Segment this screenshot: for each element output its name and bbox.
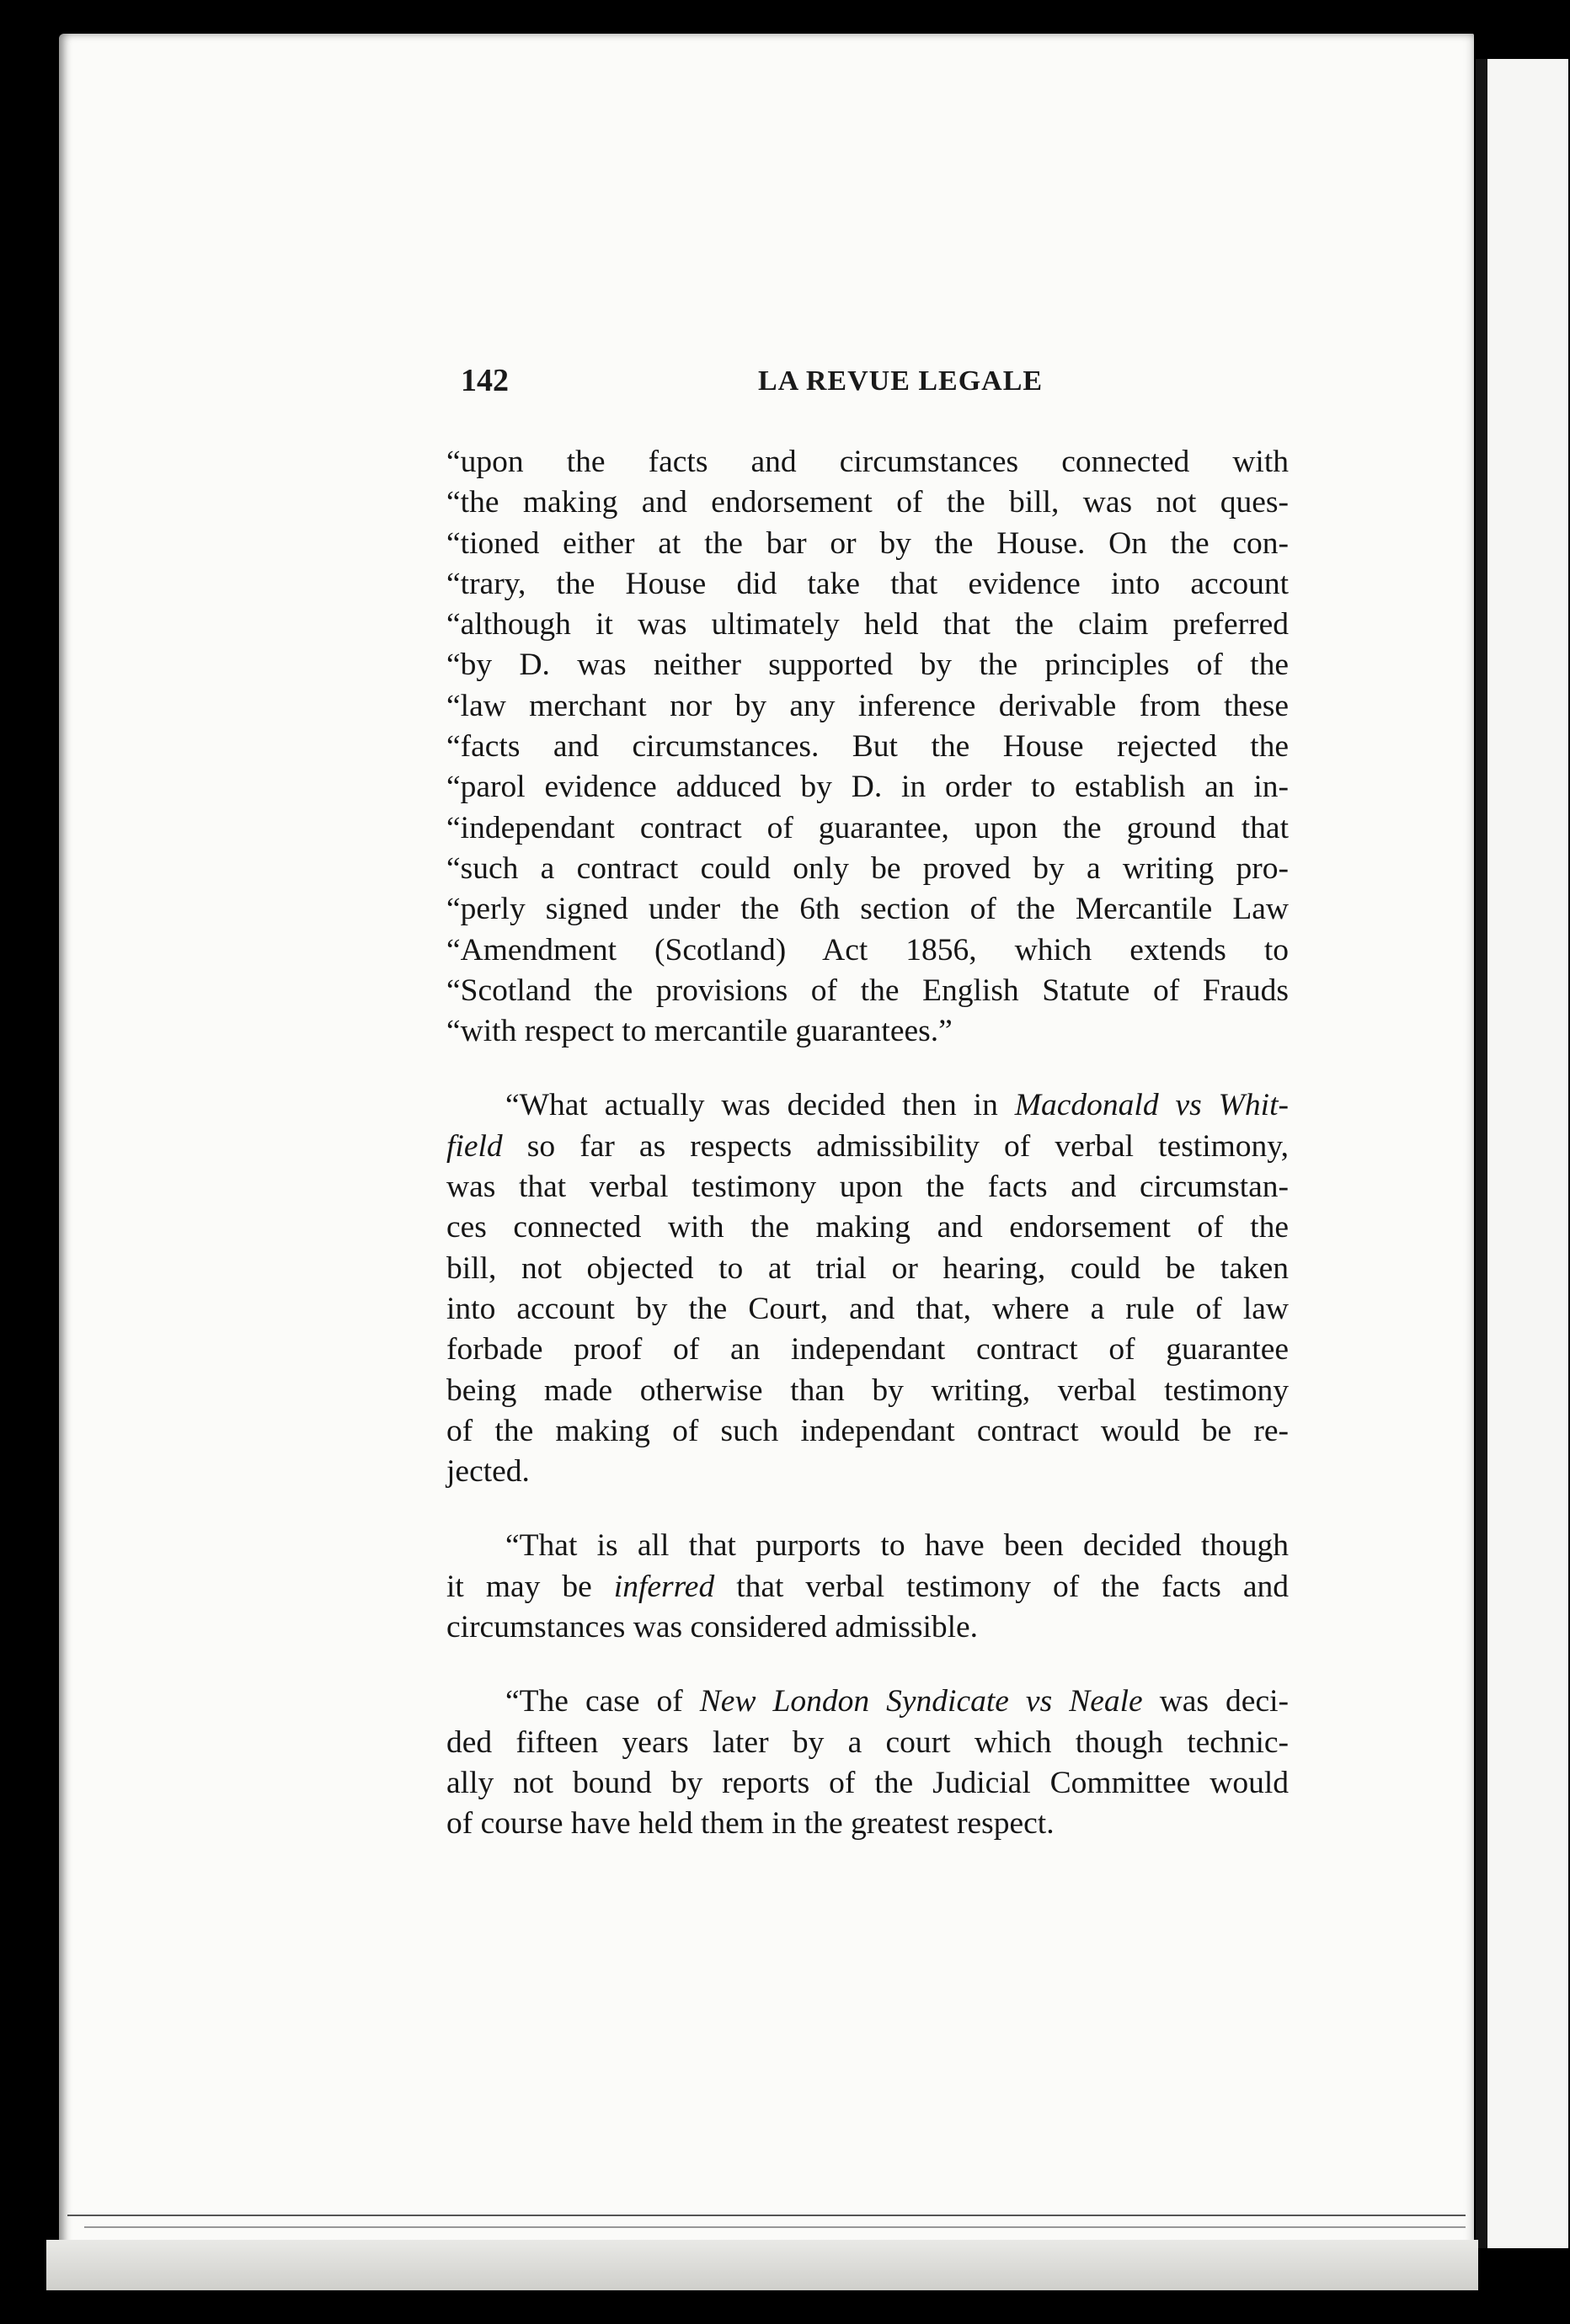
text-line: “Amendment (Scotland) Act 1856, which extends to xyxy=(446,932,1289,967)
paragraph xyxy=(446,442,1289,1052)
page-edge-line xyxy=(67,2215,1466,2216)
case-name-italic: Macdonald vs Whit- xyxy=(1014,1088,1289,1123)
paragraph xyxy=(446,1085,1289,1492)
text-line: “parol evidence adduced by D. in order to establish an in- xyxy=(446,770,1289,805)
body-text xyxy=(446,442,1289,1845)
page-number: 142 xyxy=(461,363,509,398)
text-line: of course have held them in the greatest respect. xyxy=(446,1806,1055,1842)
text-line: “by D. was neither supported by the principles of the xyxy=(446,648,1289,683)
page-edge-line xyxy=(84,2226,1466,2228)
text-line: “such a contract could only be proved by a writing pro- xyxy=(446,850,1289,886)
text-line: ces connected with the making and endorsement of the xyxy=(446,1210,1289,1245)
text-line: “tioned either at the bar or by the House. On the con- xyxy=(446,525,1289,561)
text-line: ded fifteen years later by a court which though technic- xyxy=(446,1724,1289,1760)
text-line: “facts and circumstances. But the House rejected the xyxy=(446,729,1289,765)
text-line: “trary, the House did take that evidence into account xyxy=(446,566,1289,601)
text-line: into account by the Court, and that, where a rule of law xyxy=(446,1291,1289,1326)
facing-page-edge xyxy=(1476,59,1568,2248)
running-head xyxy=(461,362,1286,413)
text-line: it may be inferred that verbal testimony of the facts and xyxy=(446,1569,1289,1604)
text-line: ally not bound by reports of the Judicial Committee would xyxy=(446,1765,1289,1800)
text-line: “Scotland the provisions of the English Statute of Frauds xyxy=(446,973,1289,1008)
text-line: “with respect to mercantile guarantees.” xyxy=(446,1014,953,1049)
text-line: “The case of New London Syndicate vs Neale was deci- xyxy=(505,1684,1289,1719)
case-name-italic: field xyxy=(446,1128,503,1164)
text-line: “although it was ultimately held that the claim preferred xyxy=(446,607,1289,642)
text-line: “That is all that purports to have been decided though xyxy=(505,1528,1289,1564)
text-line: “independant contract of guarantee, upon the ground that xyxy=(446,810,1289,845)
text-line: jected. xyxy=(446,1454,530,1490)
text-line: “perly signed under the 6th section of the Mercantile Law xyxy=(446,892,1289,927)
paragraph xyxy=(446,1682,1289,1844)
text-line: being made otherwise than by writing, verbal testimony xyxy=(446,1373,1289,1408)
text-line: “law merchant nor by any inference derivable from these xyxy=(446,688,1289,723)
text-line: field so far as respects admissibility of verbal testimony, xyxy=(446,1128,1289,1164)
text-line: bill, not objected to at trial or hearing, could be taken xyxy=(446,1250,1289,1286)
journal-title: LA REVUE LEGALE xyxy=(758,365,1044,397)
text-line: “upon the facts and circumstances connected with xyxy=(446,445,1289,479)
text-line: “the making and endorsement of the bill, was not ques- xyxy=(446,485,1289,520)
text-line: forbade proof of an independant contract of guarantee xyxy=(446,1332,1289,1367)
page-stack-bottom xyxy=(46,2240,1478,2290)
text-line: was that verbal testimony upon the facts and circumstan- xyxy=(446,1170,1289,1205)
text-line: circumstances was considered admissible. xyxy=(446,1610,979,1645)
text-line: “What actually was decided then in Macdonald vs Whit- xyxy=(505,1088,1289,1123)
paragraph xyxy=(446,1526,1289,1648)
case-name-italic: inferred xyxy=(613,1569,715,1604)
text-line: of the making of such independant contract would be re- xyxy=(446,1413,1289,1448)
case-name-italic: New London Syndicate vs Neale xyxy=(699,1684,1143,1719)
